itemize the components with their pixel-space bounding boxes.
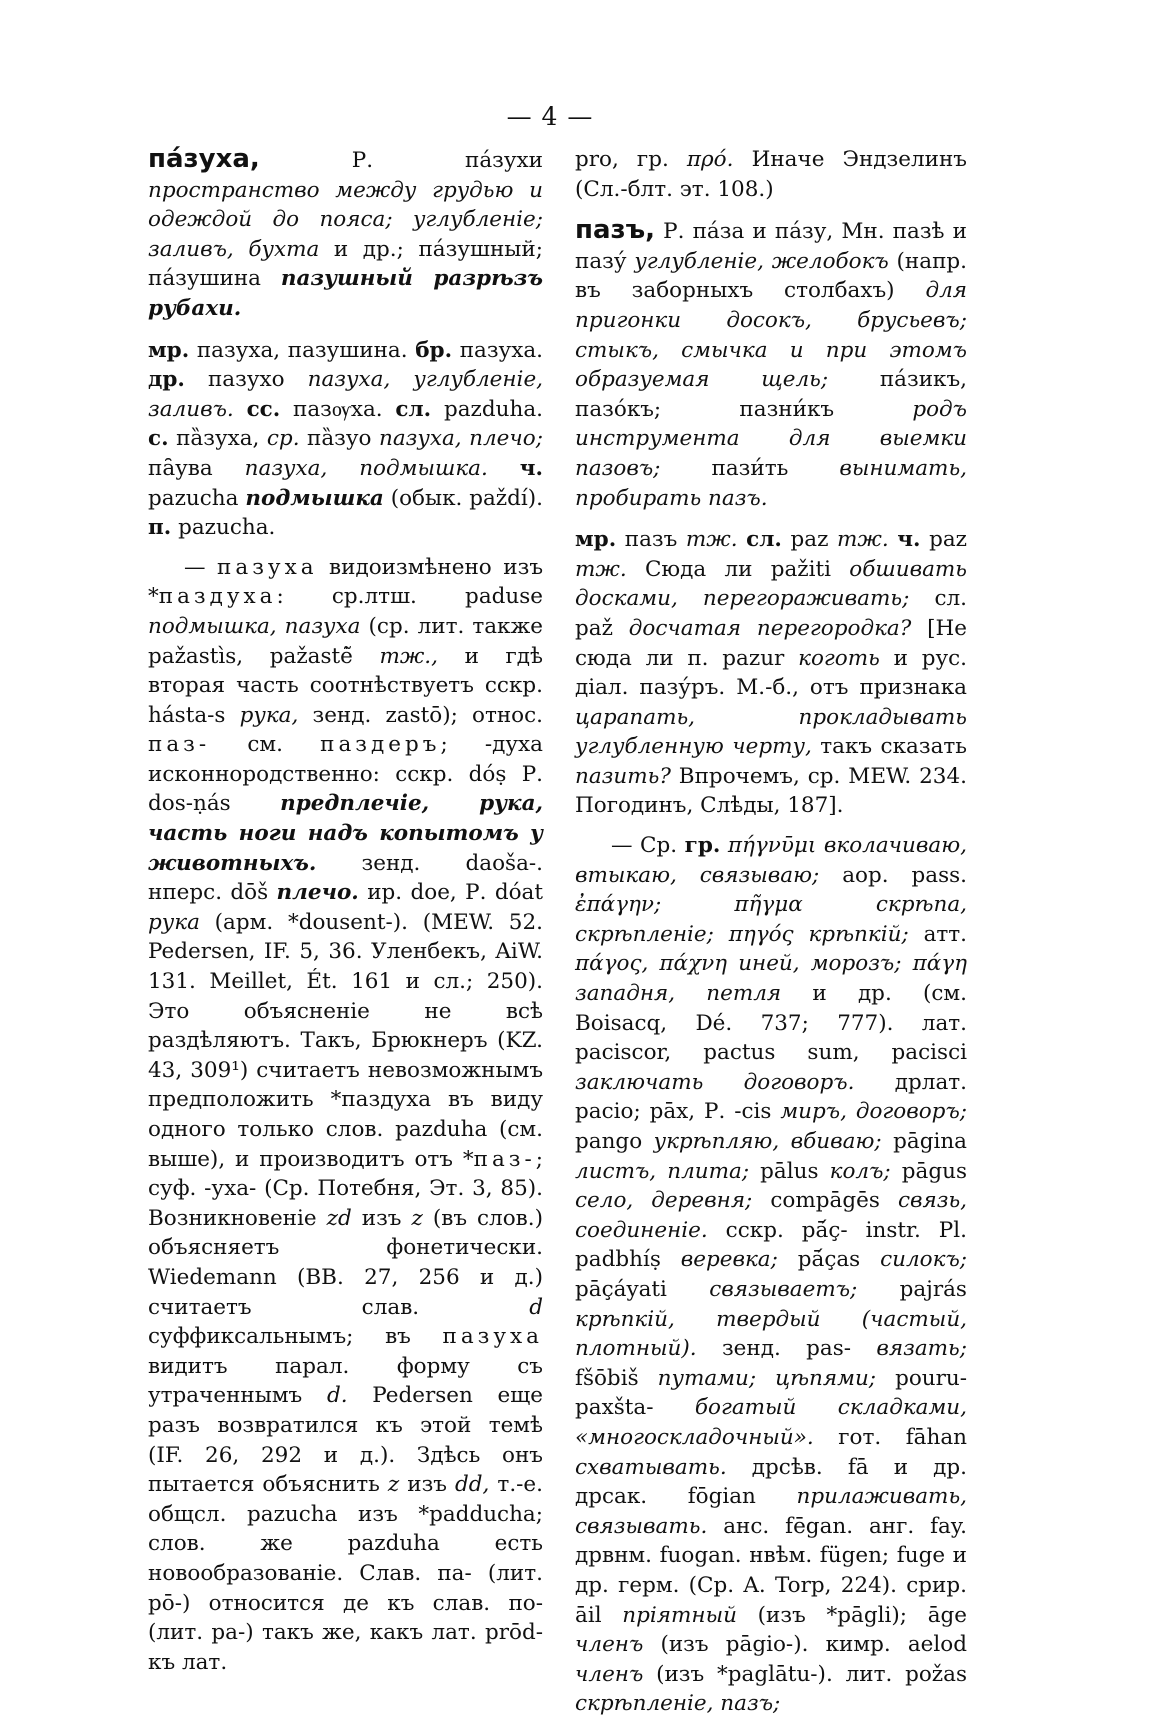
- word: pazucha.: [178, 515, 276, 541]
- gloss: миръ, договоръ;: [780, 1099, 968, 1125]
- language-abbr: сл.: [746, 527, 782, 553]
- text: pāçáyati: [575, 1276, 667, 1302]
- left-column: [148, 145, 543, 1689]
- text: pro, гр.: [575, 147, 669, 172]
- gloss: скрѣпа, скрѣпленіе;: [575, 892, 967, 947]
- gloss: схватывать.: [575, 1454, 727, 1480]
- language-abbr: п.: [148, 515, 172, 541]
- text: Впрочемъ, ср. MEW. 234. Погодинъ, Слѣды, 187].: [575, 763, 967, 819]
- text: видитъ парал. форму съ утраченнымъ: [148, 1353, 543, 1409]
- gloss: подмышка, пазуха: [148, 613, 361, 639]
- headword: па́зуха,: [148, 144, 260, 174]
- text: āge: [927, 1602, 967, 1628]
- etymology-paragraph: [148, 553, 543, 1678]
- gloss: веревка;: [680, 1247, 778, 1273]
- text: : ср.лтш. paduse: [276, 584, 543, 610]
- gloss: колъ;: [829, 1158, 891, 1184]
- gloss: иней, морозъ;: [738, 951, 902, 977]
- word: paz: [790, 527, 829, 553]
- greek-word: πρό.: [686, 147, 734, 172]
- gloss: обшивать досками, перегораживать;: [575, 556, 968, 612]
- italic-letter: z: [387, 1472, 400, 1498]
- text: дрсѣв. fā и др. дрсак. fōgian: [575, 1454, 968, 1510]
- gloss: силокъ;: [880, 1247, 968, 1273]
- word: па̏зуо: [307, 426, 372, 452]
- gloss: богатый складками, «многоскладочный».: [575, 1395, 967, 1450]
- gloss: членъ: [575, 1661, 644, 1687]
- word: пазуха.: [459, 337, 543, 363]
- gloss: предплечіе, рука, часть ноги надъ копытомъ у животныхъ.: [148, 791, 543, 876]
- text: pango: [575, 1129, 643, 1154]
- headword: пазъ,: [575, 215, 656, 246]
- gloss: пазить?: [575, 763, 671, 789]
- language-abbr: мр.: [575, 527, 617, 553]
- text: Р. па́зухи: [351, 148, 543, 173]
- italic-letter: zd: [326, 1205, 352, 1231]
- language-abbr: др.: [148, 367, 185, 393]
- text: ; суф. -уха- (Ср. Потебня, Эт. 3, 85). Возникновеніе: [148, 1146, 543, 1231]
- gloss: пріятный: [622, 1602, 737, 1628]
- gloss: родъ инструмента для выемки пазовъ;: [575, 396, 967, 481]
- continuation-paragraph: [575, 145, 967, 204]
- gloss: крѣпкій, твердый (частый, плотный).: [575, 1306, 967, 1362]
- text: пази́ть: [711, 455, 789, 481]
- language-abbr: бр.: [415, 337, 453, 363]
- word: пазуха: [217, 554, 318, 580]
- text: дрлат. pacio; pāx, Р. -cis: [575, 1069, 967, 1125]
- gloss: село, деревня;: [575, 1188, 753, 1214]
- gloss: связь, соединеніе.: [575, 1188, 967, 1243]
- text: pā́çаs: [797, 1247, 861, 1273]
- text: видоизмѣнено изъ *: [148, 554, 544, 610]
- gloss: плечо.: [276, 880, 359, 906]
- language-abbr: ч.: [897, 527, 921, 553]
- language-abbr: мр.: [148, 337, 190, 363]
- gloss: листъ, плита;: [575, 1158, 750, 1184]
- word: па̏зуха,: [176, 426, 260, 452]
- gloss: пазуха, плечо;: [379, 426, 543, 452]
- text: fšōbiš: [575, 1365, 639, 1391]
- etymology-paragraph: [575, 831, 967, 1719]
- gloss: царапать, прокладывать углубленную черту,: [575, 704, 967, 760]
- word: пазухо: [207, 367, 285, 393]
- language-abbr: с.: [148, 426, 169, 452]
- text: pālus: [760, 1158, 819, 1184]
- word: пазуха, пазушина.: [196, 337, 408, 363]
- gloss: вынимать, пробирать пазъ.: [575, 455, 967, 511]
- greek-word: πάγη: [912, 951, 968, 977]
- greek-word: πάγος, πάχνη: [575, 951, 728, 977]
- text: изъ: [361, 1205, 402, 1231]
- text: pajrás: [899, 1276, 967, 1302]
- gloss: подмышка: [245, 485, 384, 511]
- language-abbr: гр.: [684, 833, 721, 859]
- text: гот. fāhan: [838, 1424, 967, 1450]
- italic-letter: z: [411, 1205, 423, 1231]
- text: ир. doe, Р. dóat: [367, 880, 543, 906]
- gloss: рука: [148, 909, 200, 935]
- text: и гдѣ вторая часть соотнѣствуетъ сскр. hásta-s: [148, 643, 543, 728]
- cognates-paragraph: [148, 336, 543, 543]
- text: см.: [210, 732, 321, 758]
- text: и рус. діал. пазу́ръ. М.-б., отъ признака: [575, 645, 967, 701]
- gloss: пространство между грудью и одеждой до пояса; углубленіе; заливъ, бухта: [148, 177, 543, 262]
- text: (изъ *pāgli);: [757, 1602, 907, 1628]
- gloss: западня, петля: [575, 981, 782, 1007]
- text: Иначе Эндзелинъ (Сл.-блт. эт. 108.): [575, 147, 967, 202]
- italic-letter: d: [529, 1294, 543, 1320]
- word: пазѹха.: [293, 396, 383, 422]
- language-abbr: сл.: [395, 396, 432, 422]
- text: — Ср.: [611, 833, 678, 859]
- gloss: вколачиваю, втыкаю, связываю;: [575, 833, 967, 888]
- gloss: для пригонки досокъ, брусьевъ; стыкъ, смычка и при этомъ образуемая щель;: [575, 278, 967, 393]
- text: зенд. zastō); относ.: [312, 702, 543, 728]
- gloss: рука,: [239, 702, 299, 728]
- text: (въ слов.) объясняетъ фонетически. Wiedemann (BB. 27, 256 и д.) считаетъ слав.: [148, 1205, 543, 1320]
- page-number: — 4 —: [506, 102, 594, 131]
- text: па́зикъ, пазо́къ; пазни́къ: [575, 367, 967, 422]
- text: анс. fēgan. анг. fay. дрвнм. fuogan. нвѣм. fügen; fuge и др. герм. (Ср. A. Torp, 224). срир. āil: [575, 1513, 967, 1628]
- gloss: пазуха, подмышка.: [244, 455, 488, 481]
- text: и др. (см. Boisacq, Dé. 737; 777). лат. paciscor, pactus sum, pacisci: [575, 981, 967, 1066]
- text: сл. paž: [575, 586, 967, 641]
- word: пазуха: [442, 1324, 543, 1350]
- word: paz: [929, 527, 967, 553]
- gloss: пазуха, углубленіе, заливъ.: [148, 367, 543, 422]
- text: (изъ pāgio-). кимр. aelod: [660, 1632, 967, 1658]
- text: compāgēs: [770, 1188, 880, 1214]
- gloss: досчатая перегородка?: [628, 615, 912, 641]
- word: пазъ: [624, 527, 678, 553]
- gloss: тж.: [575, 556, 627, 582]
- gloss: крѣпкій;: [808, 921, 909, 947]
- text: изъ: [407, 1472, 447, 1498]
- language-abbr: сс.: [246, 396, 281, 422]
- gloss: коготь: [798, 645, 880, 671]
- gloss: тж.,: [379, 643, 438, 669]
- abbr: ср.: [266, 426, 300, 452]
- text: (изъ *paglātu-). лит. požas: [656, 1661, 967, 1687]
- word: паз-: [473, 1146, 536, 1172]
- right-column: [575, 145, 967, 1731]
- gloss: связываетъ;: [709, 1276, 858, 1302]
- word: паздуха: [158, 584, 277, 610]
- word: паздеръ: [320, 732, 441, 758]
- text: и др.; па́зушный; па́зушина: [148, 236, 543, 292]
- italic-letter: dd,: [455, 1472, 490, 1498]
- gloss: членъ: [575, 1632, 644, 1658]
- text: (ср. лит. также pažastìs, pažastė̃: [148, 613, 543, 669]
- gloss: путами; цѣпями;: [657, 1365, 877, 1391]
- word: паз-: [148, 732, 211, 758]
- text: (напр. въ заборныхъ столбахъ): [575, 248, 967, 304]
- language-abbr: ч.: [519, 455, 543, 481]
- gloss: укрѣпляю, вбиваю;: [653, 1129, 882, 1154]
- text: сскр. pā́ç- instr. Pl. padbhíṣ: [575, 1217, 967, 1273]
- text: зенд. pas-: [721, 1336, 852, 1362]
- text: Р. па́за и па́зу, Мн. пазѣ и пазу́: [575, 219, 967, 274]
- gloss: скрѣпленіе, пазъ;: [575, 1691, 781, 1717]
- text: суффиксальнымъ; въ: [148, 1324, 411, 1350]
- word: pazucha: [148, 485, 239, 511]
- gloss: углубленіе, желобокъ: [634, 248, 889, 274]
- gloss: пазушный разрѣзъ рубахи.: [148, 266, 543, 321]
- text: такъ сказать: [820, 734, 967, 760]
- text: зенд. daoša-. нперс. dōš: [148, 850, 543, 906]
- dash: —: [184, 554, 218, 580]
- text: pāgus: [901, 1158, 968, 1184]
- gloss: прилаживать, связывать.: [575, 1484, 967, 1539]
- italic-letter: d.: [326, 1383, 348, 1409]
- text: т.-е. общсл. pazucha изъ *padducha; слов. же pazduha есть новообразованіе. Слав. па- (лит. pō-) относится де къ слав. по- (лит. pa-) такъ же, какъ лат. prōd- къ лат.: [148, 1472, 543, 1675]
- entry-pazukha: [148, 145, 543, 324]
- gloss: тж.: [685, 527, 738, 553]
- word: (обык. paždí).: [390, 485, 543, 511]
- text: pāgina: [893, 1129, 967, 1154]
- text: (арм. *dousent-). (MEW. 52. Pedersen, IF. 5, 36. Уленбекъ, AiW. 131. Meillet, Ét. 161 и сл.; 250). Это объясненіе не всѣ раздѣляютъ. Такъ, Брюкнеръ (KZ. 43, 309¹) считаетъ невозможнымъ предположить *паздуха въ виду одного только слов. pazduha (см. выше), и производитъ отъ *: [148, 909, 543, 1172]
- text: pouru- paxšta-: [575, 1365, 968, 1421]
- entry-paz: [575, 216, 967, 513]
- text: аор. pass.: [842, 862, 967, 888]
- greek-word: πήγνῡμι: [727, 833, 817, 859]
- greek-word: πηγός: [728, 921, 794, 947]
- word: pazduha.: [443, 396, 543, 422]
- greek-word: ἐπάγην; πῆγμα: [575, 892, 803, 918]
- gloss: заключать договоръ.: [575, 1069, 855, 1095]
- word: па̑ува: [148, 455, 213, 481]
- gloss: вязать;: [876, 1336, 967, 1362]
- text: атт.: [923, 921, 968, 947]
- gloss: тж.: [837, 527, 889, 553]
- text: Сюда ли pažiti: [644, 556, 832, 582]
- text: ; -духа исконнородственно: сскр. dóṣ Р. dos-ṇás: [148, 732, 543, 817]
- cognates-paragraph: [575, 525, 967, 821]
- text: [Не сюда ли п. pazur: [575, 615, 967, 671]
- text: Pedersen еще разъ возвратился къ этой темѣ (IF. 26, 292 и д.). Здѣсь онъ пытается объяснить: [148, 1383, 543, 1498]
